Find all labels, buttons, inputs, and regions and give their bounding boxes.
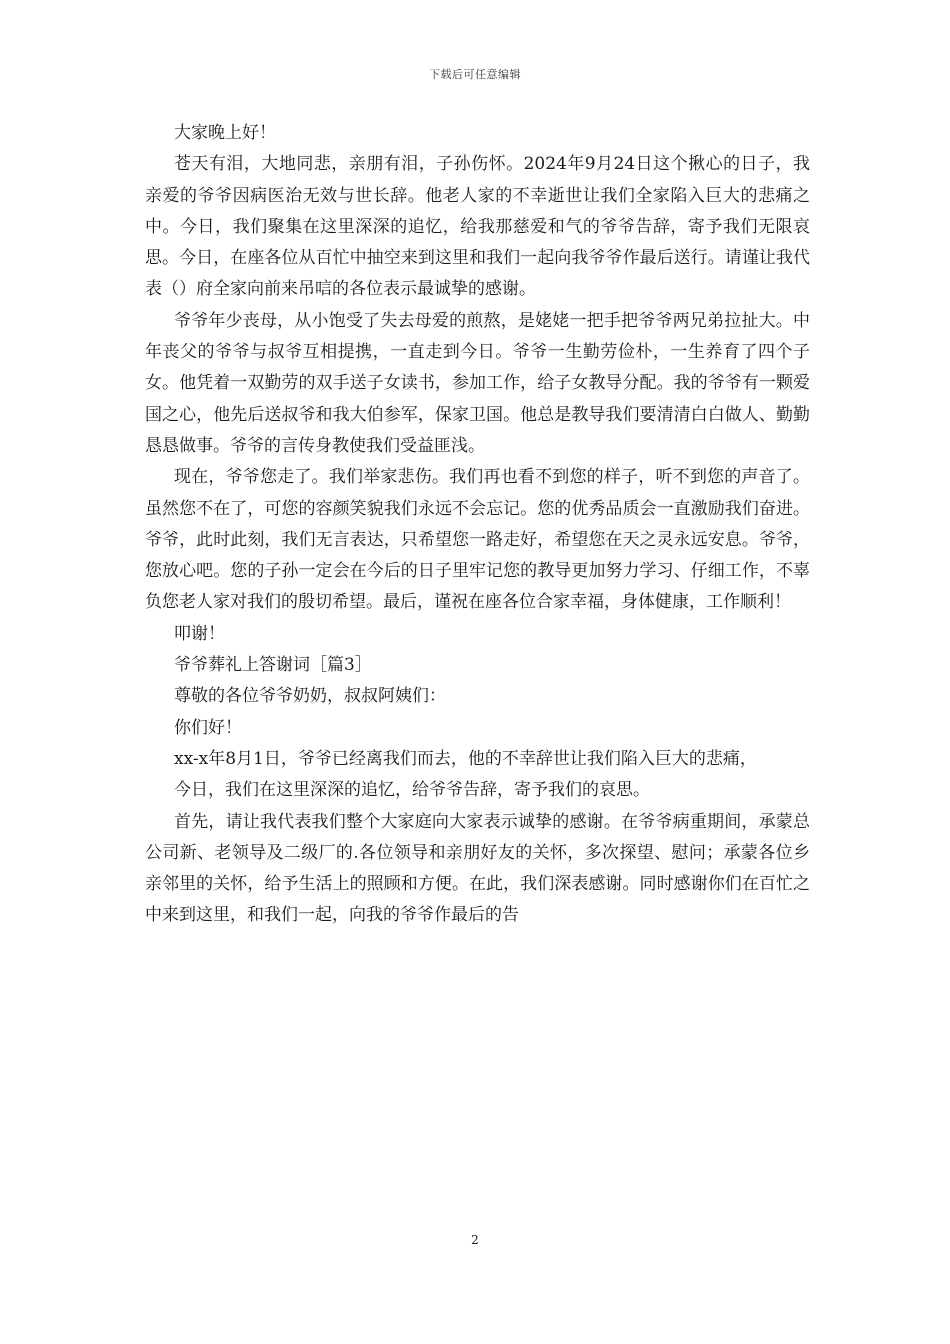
paragraph-greeting: 大家晚上好！ <box>174 123 276 143</box>
header-note: 下载后可任意编辑 <box>429 68 521 81</box>
paragraph: 现在，爷爷您走了。我们举家悲伤。我们再也看不到您的样子，听不到您的声音了。虽然您不在了，可您的容颜笑貌我们永远不会忘记。您的优秀品质会一直激励我们奋进。爷爷，此时此刻，我们无言表达，只希望您一路走好，希望您在天之灵永远安息。爷爷，您放心吧。您的子孙一定会在今后的日子里牢记您的教导更加努力学习、仔细工作，不辜负您老人家对我们的殷切希望。最后，谨祝在座各位合家幸福，身体健康，工作顺利！ <box>145 467 810 613</box>
section-title: 爷爷葬礼上答谢词［篇3］ <box>174 655 372 676</box>
paragraph: 爷爷年少丧母，从小饱受了失去母爱的煎熬，是姥姥一把手把爷爷两兄弟拉扯大。中年丧父的爷爷与叔爷互相提携，一直走到今日。爷爷一生勤劳俭朴，一生养育了四个子女。他凭着一双勤劳的双手送子女读书，参加工作，给子女教导分配。我的爷爷有一颗爱国之心，他先后送叔爷和我大伯参军，保家卫国。他总是教导我们要清清白白做人、勤勤恳恳做事。爷爷的言传身教使我们受益匪浅。 <box>145 310 810 456</box>
paragraph: xx-x年8月1日，爷爷已经离我们而去，他的不幸辞世让我们陷入巨大的悲痛， <box>174 748 757 769</box>
paragraph-thanks: 叩谢！ <box>174 623 225 644</box>
salutation: 尊敬的各位爷爷奶奶，叔叔阿姨们： <box>174 686 446 707</box>
paragraph: 今日，我们在这里深深的追忆，给爷爷告辞，寄予我们的哀思。 <box>174 780 650 801</box>
paragraph: 苍天有泪，大地同悲，亲朋有泪，子孙伤怀。2024年9月24日这个揪心的日子，我亲爱的爷爷因病医治无效与世长辞。他老人家的不幸逝世让我们全家陷入巨大的悲痛之中。今日，我们聚集在这里深深的追忆，给我那慈爱和气的爷爷告辞，寄予我们无限哀思。今日，在座各位从百忙中抽空来到这里和我们一起向我爷爷作最后送行。请谨让我代表（）府全家向前来吊唁的各位表示最诚挚的感谢。 <box>145 154 810 300</box>
paragraph: 首先，请让我代表我们整个大家庭向大家表示诚挚的感谢。在爷爷病重期间，承蒙总公司新、老领导及二级厂的.各位领导和亲朋好友的关怀，多次探望、慰问；承蒙各位乡亲邻里的关怀，给予生活上的照顾和方便。在此，我们深表感谢。同时感谢你们在百忙之中来到这里，和我们一起，向我的爷爷作最后的告 <box>145 811 810 926</box>
page-number: 2 <box>471 1233 479 1247</box>
document-body <box>145 118 810 932</box>
paragraph-greeting: 你们好！ <box>174 717 242 738</box>
